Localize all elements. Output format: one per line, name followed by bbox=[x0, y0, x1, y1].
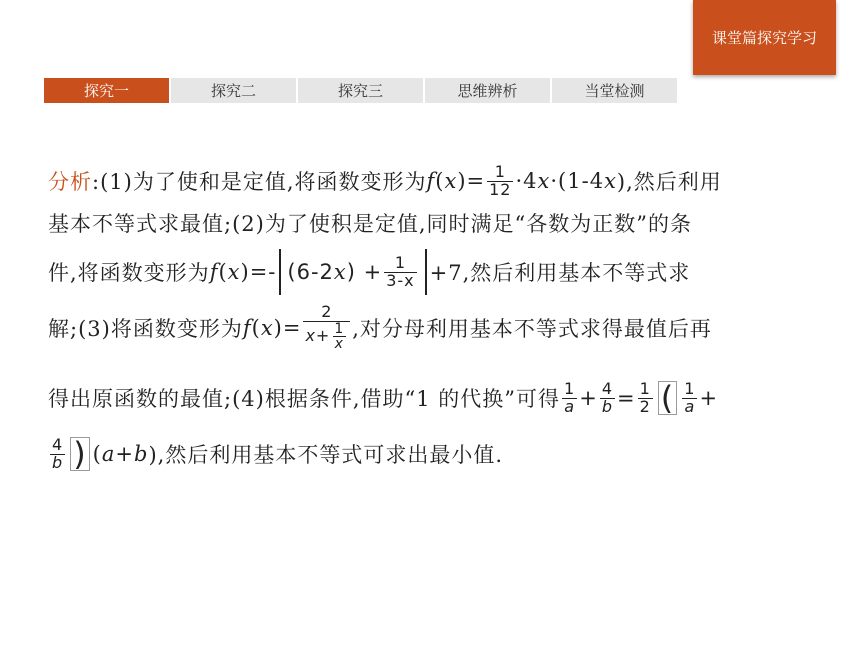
math-a: a bbox=[101, 442, 116, 466]
text: )=- bbox=[240, 260, 277, 284]
text: ( bbox=[251, 316, 261, 340]
text: +7,然后利用基本不等式求 bbox=[429, 261, 691, 285]
fraction-denominator bbox=[303, 321, 350, 352]
fraction bbox=[600, 378, 615, 416]
fraction-denominator: 3-x bbox=[386, 270, 415, 290]
text: :(1)为了使和是定值,将函数变形为 bbox=[92, 170, 427, 194]
math-b: b bbox=[134, 442, 149, 466]
tab-in-class-test[interactable]: 当堂检测 bbox=[552, 78, 677, 103]
analysis-content bbox=[48, 160, 818, 482]
tab-explore-3[interactable]: 探究三 bbox=[298, 78, 423, 103]
text: )= bbox=[273, 316, 302, 340]
math-x: x bbox=[227, 260, 241, 284]
tab-explore-2[interactable]: 探究二 bbox=[171, 78, 296, 103]
text: ( bbox=[435, 169, 445, 193]
fraction-denominator: a bbox=[564, 396, 576, 416]
math-x: x bbox=[444, 169, 458, 193]
tab-explore-1[interactable]: 探究一 bbox=[44, 78, 169, 103]
math-x: x bbox=[537, 169, 551, 193]
tab-thinking-analysis[interactable]: 思维辨析 bbox=[425, 78, 550, 103]
math-x: x bbox=[604, 169, 617, 193]
fraction bbox=[638, 378, 653, 416]
fraction-numerator: 1 bbox=[394, 252, 407, 272]
analysis-line-4 bbox=[48, 300, 818, 356]
math-x: x bbox=[333, 260, 347, 284]
text: (6-2 bbox=[287, 260, 334, 284]
text: ),然后利用基本不等式可求出最小值. bbox=[148, 443, 504, 467]
fraction bbox=[303, 301, 350, 353]
text: + bbox=[115, 442, 135, 466]
text: ( bbox=[92, 442, 102, 466]
fraction bbox=[562, 378, 577, 416]
fraction-denominator: 12 bbox=[489, 179, 512, 199]
close-paren: ) bbox=[70, 437, 89, 471]
fraction bbox=[682, 378, 697, 416]
text: ( bbox=[218, 260, 228, 284]
text: ,对分母利用基本不等式求得最值后再 bbox=[352, 317, 712, 341]
fraction bbox=[384, 252, 416, 290]
plus-sign: + bbox=[699, 386, 719, 410]
analysis-line-1 bbox=[48, 160, 818, 202]
fraction-denominator: a bbox=[684, 396, 696, 416]
fraction-numerator: 2 bbox=[321, 301, 333, 321]
text: 基本不等式求最值;(2)为了使积是定值,同时满足“各数为正数”的条 bbox=[48, 212, 692, 236]
fraction bbox=[487, 161, 513, 199]
fraction-numerator: 1 bbox=[334, 320, 345, 337]
text: ·4 bbox=[515, 169, 538, 193]
text: 解;(3)将函数变形为 bbox=[48, 317, 243, 341]
analysis-line-2 bbox=[48, 202, 818, 244]
fraction-numerator: 4 bbox=[601, 378, 613, 398]
math-x: x bbox=[260, 316, 274, 340]
text: ·(1-4 bbox=[550, 169, 605, 193]
section-badge: 课堂篇探究学习 bbox=[693, 0, 836, 75]
fraction-denominator: b bbox=[52, 452, 64, 472]
fraction-numerator: 1 bbox=[684, 378, 696, 398]
open-paren: ( bbox=[658, 381, 677, 415]
text: )= bbox=[457, 169, 486, 193]
analysis-line-5 bbox=[48, 370, 818, 426]
tab-bar bbox=[44, 78, 677, 103]
fraction-numerator: 1 bbox=[494, 161, 506, 181]
fraction-denominator: x bbox=[334, 336, 344, 353]
math-f: f bbox=[426, 169, 436, 193]
fraction-numerator: 1 bbox=[564, 378, 576, 398]
math-f: f bbox=[209, 260, 219, 284]
fraction-numerator: 1 bbox=[639, 378, 651, 398]
plus-sign: + bbox=[579, 386, 598, 410]
analysis-line-6 bbox=[48, 426, 818, 482]
math-f: f bbox=[242, 316, 252, 340]
fraction-numerator: 4 bbox=[52, 434, 64, 454]
text: ) + bbox=[346, 260, 383, 284]
fraction-denominator: b bbox=[601, 396, 613, 416]
square-bracket-group bbox=[279, 249, 426, 295]
analysis-label: 分析 bbox=[48, 170, 92, 194]
analysis-line-3 bbox=[48, 244, 818, 300]
text: 得出原函数的最值;(4)根据条件,借助“1 的代换”可得 bbox=[48, 387, 561, 411]
text: ),然后利用 bbox=[616, 170, 722, 194]
equals-sign: = bbox=[617, 386, 636, 410]
math-expr: x+ bbox=[305, 326, 331, 346]
text: 件,将函数变形为 bbox=[48, 261, 210, 285]
fraction-denominator: 2 bbox=[639, 396, 651, 416]
nested-fraction bbox=[332, 322, 346, 352]
fraction bbox=[50, 434, 65, 472]
